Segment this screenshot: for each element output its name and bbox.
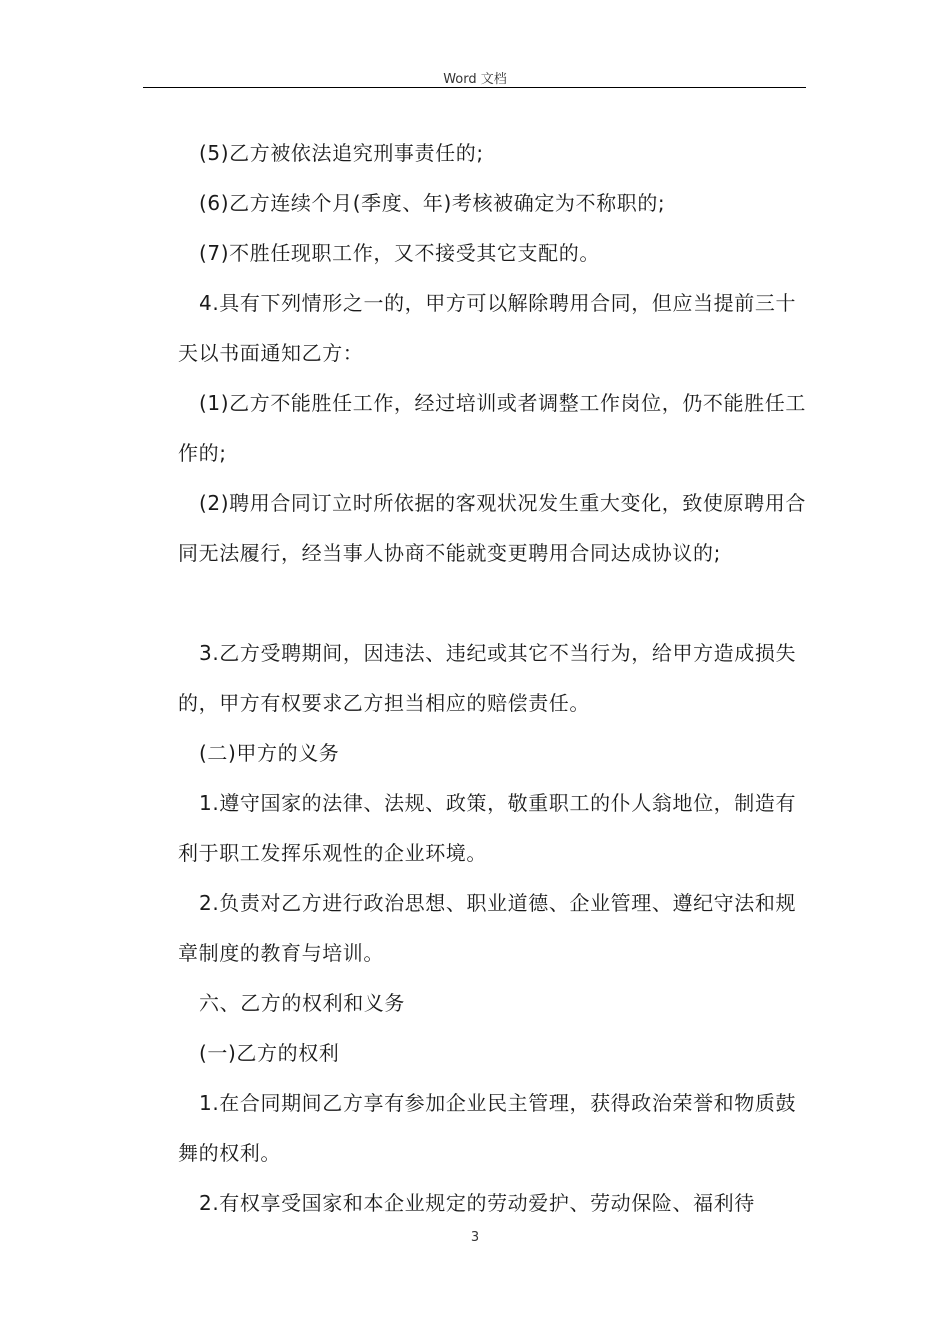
paragraph: (二)甲方的义务 [199,741,340,765]
paragraph: (一)乙方的权利 [199,1041,340,1065]
paragraph: 1.遵守国家的法律、法规、政策，敬重职工的仆人翁地位，制造有利于职工发挥乐观性的企业环境。 [178,791,797,865]
paragraph: 4.具有下列情形之一的，甲方可以解除聘用合同，但应当提前三十天以书面通知乙方： [178,291,797,365]
header-title: Word 文档 [443,72,507,87]
document-body [178,128,808,1228]
page-number: 3 [470,1230,480,1245]
paragraph: (7)不胜任现职工作，又不接受其它支配的。 [199,241,600,265]
paragraph: 2.负责对乙方进行政治思想、职业道德、企业管理、遵纪守法和规章制度的教育与培训。 [178,891,797,965]
paragraph: 1.在合同期间乙方享有参加企业民主管理，获得政治荣誉和物质鼓舞的权利。 [178,1091,797,1165]
paragraph: 2.有权享受国家和本企业规定的劳动爱护、劳动保险、福利待 [199,1191,755,1215]
paragraph: (5)乙方被依法追究刑事责任的; [199,141,484,165]
paragraph: (1)乙方不能胜任工作，经过培训或者调整工作岗位，仍不能胜任工作的; [178,391,806,465]
header-divider [143,87,806,88]
paragraph: (6)乙方连续个月(季度、年)考核被确定为不称职的; [199,191,666,215]
section-heading: 六、乙方的权利和义务 [199,991,405,1015]
blank-line [178,578,808,628]
paragraph: 3.乙方受聘期间，因违法、违纪或其它不当行为，给甲方造成损失的，甲方有权要求乙方担当相应的赔偿责任。 [178,641,797,715]
paragraph: (2)聘用合同订立时所依据的客观状况发生重大变化，致使原聘用合同无法履行，经当事人协商不能就变更聘用合同达成协议的; [178,491,806,565]
